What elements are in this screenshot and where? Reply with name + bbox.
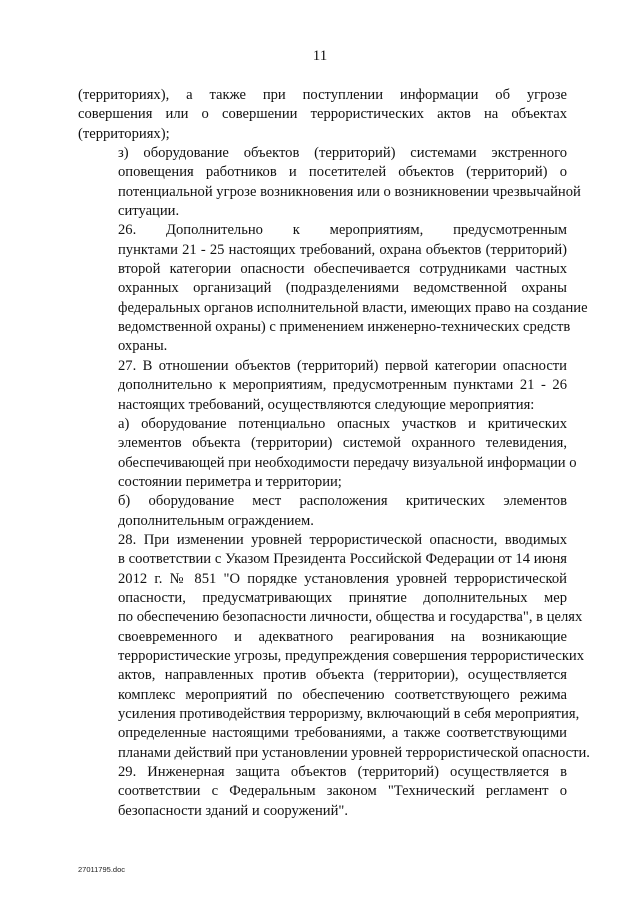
- text-line: террористические угрозы, предупреждения совершения террористических: [118, 647, 585, 664]
- text-line: охранных организаций (подразделениями ведомственной охраны: [118, 280, 567, 297]
- text-line: усиления противодействия терроризму, включающий в себя мероприятия,: [118, 706, 580, 722]
- text-line: пунктами 21 - 25 настоящих требований, охрана объектов (территорий): [118, 241, 567, 258]
- text-line: опасности, предусматривающих принятие дополнительных мер: [118, 589, 567, 606]
- text-line: дополнительным ограждением.: [118, 512, 314, 529]
- text-line: в соответствии с Указом Президента Российской Федерации от 14 июня: [118, 551, 567, 568]
- text-line: определенные настоящими требованиями, а также соответствующими: [118, 725, 567, 742]
- text-line: дополнительно к мероприятиям, предусмотренным пунктами 21 - 26: [118, 377, 567, 394]
- page-number: 11: [312, 48, 328, 64]
- text-line: своевременного и адекватного реагирования на возникающие: [118, 628, 567, 645]
- text-line: 28. При изменении уровней террористической опасности, вводимых: [118, 531, 567, 548]
- text-line: обеспечивающей при необходимости передачу визуальной информации о: [118, 454, 577, 471]
- text-line: ситуации.: [118, 203, 180, 220]
- text-line: б) оборудование мест расположения критических элементов: [118, 493, 567, 510]
- text-line: а) оборудование потенциально опасных участков и критических: [118, 415, 567, 432]
- text-line: элементов объекта (территории) системой охранного телевидения,: [118, 435, 567, 452]
- text-line: совершения или о совершении террористических актов на объектах: [78, 106, 567, 123]
- text-line: потенциальной угрозе возникновения или о возникновении чрезвычайной: [118, 183, 581, 200]
- text-line: безопасности зданий и сооружений".: [118, 802, 349, 819]
- document-body: [78, 86, 590, 821]
- text-line: оповещения работников и посетителей объектов (территорий) о: [118, 164, 567, 181]
- paragraph: [78, 86, 567, 144]
- paragraph: [78, 492, 567, 531]
- text-line: 27. В отношении объектов (территорий) первой категории опасности: [118, 357, 567, 374]
- text-line: охраны.: [118, 338, 168, 355]
- paragraph: [78, 763, 567, 821]
- paragraph: [78, 531, 590, 763]
- text-line: состоянии периметра и территории;: [118, 473, 342, 490]
- text-line: соответствии с Федеральным законом "Технический регламент о: [118, 783, 567, 800]
- text-line: планами действий при установлении уровней террористической опасности.: [118, 744, 590, 761]
- text-line: (территориях);: [78, 125, 170, 142]
- footer-filename: 27011795.doc: [78, 865, 125, 874]
- paragraph: [78, 357, 567, 415]
- text-line: 26. Дополнительно к мероприятиям, предусмотренным: [118, 222, 567, 239]
- text-line: актов, направленных против объекта (территории), осуществляется: [118, 667, 567, 684]
- paragraph: [78, 144, 581, 221]
- text-line: второй категории опасности обеспечивается сотрудниками частных: [118, 261, 567, 278]
- text-line: 2012 г. № 851 "О порядке установления уровней террористической: [118, 570, 567, 587]
- text-line: федеральных органов исполнительной власти, имеющих право на создание: [118, 299, 588, 316]
- text-line: (территориях), а также при поступлении информации об угрозе: [78, 87, 567, 103]
- text-line: 29. Инженерная защита объектов (территорий) осуществляется в: [118, 764, 567, 781]
- text-line: з) оборудование объектов (территорий) системами экстренного: [118, 145, 567, 162]
- text-line: настоящих требований, осуществляются следующие мероприятия:: [118, 396, 535, 413]
- text-line: ведомственной охраны) с применением инженерно-технических средств: [118, 319, 571, 336]
- text-line: комплекс мероприятий по обеспечению соответствующего режима: [118, 686, 567, 703]
- paragraph: [78, 415, 577, 492]
- paragraph: [78, 221, 588, 356]
- text-line: по обеспечению безопасности личности, общества и государства", в целях: [118, 609, 583, 626]
